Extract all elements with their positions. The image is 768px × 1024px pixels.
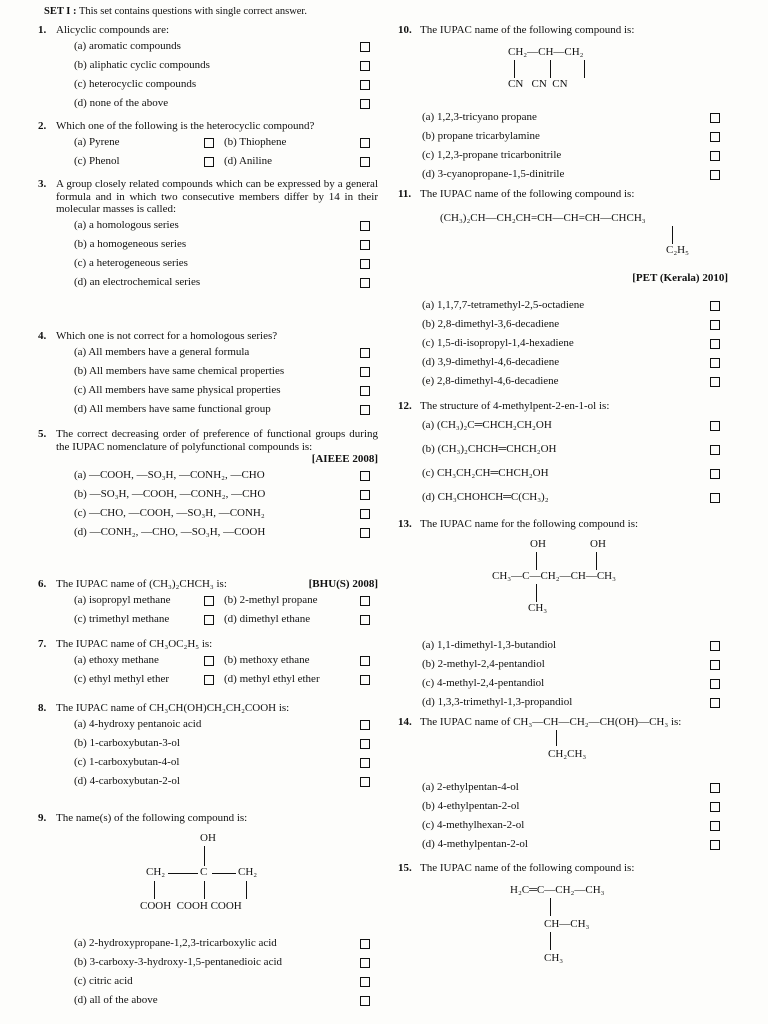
question-6 <box>38 578 378 629</box>
question-text: Alicyclic compounds are: <box>56 24 170 36</box>
question-number: 2. <box>38 120 47 132</box>
structure-label: CH₂ <box>146 866 166 878</box>
option-c: (c) 1-carboxybutan-4-ol <box>38 753 378 772</box>
answer-checkbox[interactable] <box>710 660 720 670</box>
structure-label: CH₂—CH—CH₂ <box>508 46 584 58</box>
question-number: 6. <box>38 578 47 590</box>
answer-checkbox[interactable] <box>360 490 370 500</box>
option-d: (d) Aniline <box>224 154 272 167</box>
option-a: (a) 1,1-dimethyl-1,3-butandiol <box>398 636 728 655</box>
answer-checkbox[interactable] <box>204 615 214 625</box>
answer-checkbox[interactable] <box>360 99 370 109</box>
option-b: (b) a homogeneous series <box>38 235 378 254</box>
answer-checkbox[interactable] <box>710 339 720 349</box>
answer-checkbox[interactable] <box>710 469 720 479</box>
answer-checkbox[interactable] <box>710 493 720 503</box>
question-9 <box>38 812 378 825</box>
question-text: The IUPAC name for the following compound is: <box>420 518 639 530</box>
question-number: 3. <box>38 178 47 190</box>
answer-checkbox[interactable] <box>710 802 720 812</box>
option-row-cd <box>38 610 378 629</box>
answer-checkbox[interactable] <box>360 61 370 71</box>
question-14-options <box>398 778 728 854</box>
option-c: (c) heterocyclic compounds <box>38 75 378 94</box>
answer-checkbox[interactable] <box>710 320 720 330</box>
question-number: 10. <box>398 24 412 36</box>
question-text: A group closely related compounds which can be expressed by a general formula and in which two consecutive members differ by 14 in their molecular masses is called: <box>56 178 378 216</box>
option-a: (a) a homologous series <box>38 216 378 235</box>
answer-checkbox[interactable] <box>360 259 370 269</box>
answer-checkbox[interactable] <box>360 958 370 968</box>
option-d: (d) all of the above <box>38 991 378 1010</box>
option-c: (c) trimethyl methane <box>74 612 170 625</box>
option-b: (b) —SO₃H, —COOH, —CONH₂, —CHO <box>38 485 378 504</box>
question-number: 13. <box>398 518 412 530</box>
structure-label: (CH₃)₂CH—CH₂CH=CH—CH=CH—CHCH₃ <box>440 212 646 224</box>
answer-checkbox[interactable] <box>710 113 720 123</box>
answer-checkbox[interactable] <box>360 675 370 685</box>
answer-checkbox[interactable] <box>710 132 720 142</box>
option-d: (d) 1,3,3-trimethyl-1,3-propandiol <box>398 693 728 712</box>
set-header <box>44 6 307 18</box>
question-text: The IUPAC name of CH₃—CH—CH₂—CH(OH)—CH₃ is: <box>420 716 682 728</box>
question-12 <box>398 400 728 509</box>
answer-checkbox[interactable] <box>360 278 370 288</box>
question-text: The IUPAC name of the following compound is: <box>420 188 635 200</box>
question-number: 7. <box>38 638 47 650</box>
structure-label: CH₃ <box>544 952 564 964</box>
question-8 <box>38 702 378 791</box>
structure-label: CH₂CH₃ <box>548 748 587 760</box>
answer-checkbox[interactable] <box>710 679 720 689</box>
option-d: (d) 3-cyanopropane-1,5-dinitrile <box>398 165 728 184</box>
answer-checkbox[interactable] <box>360 240 370 250</box>
question-text: The IUPAC name of CH₃OC₂H₅ is: <box>56 638 213 650</box>
structure-q13 <box>492 538 692 620</box>
option-row-cd <box>38 152 378 171</box>
structure-label: OH <box>590 538 606 550</box>
answer-checkbox[interactable] <box>360 596 370 606</box>
answer-checkbox[interactable] <box>360 739 370 749</box>
question-number: 5. <box>38 428 47 440</box>
question-13-options <box>398 636 728 712</box>
structure-label: OH <box>530 538 546 550</box>
set-description: This set contains questions with single correct answer. <box>78 6 307 17</box>
question-1 <box>38 24 378 113</box>
option-c: (c) citric acid <box>38 972 378 991</box>
option-e: (e) 2,8-dimethyl-4,6-decadiene <box>398 372 728 391</box>
option-a: (a) 1,1,7,7-tetramethyl-2,5-octadiene <box>398 296 728 315</box>
question-number: 12. <box>398 400 412 412</box>
option-c: (c) —CHO, —COOH, —SO₃H, —CONH₂ <box>38 504 378 523</box>
answer-checkbox[interactable] <box>204 656 214 666</box>
structure-label: CH₃—C—CH₂—CH—CH₃ <box>492 570 616 582</box>
option-d: (d) CH₃CHOHCH═C(CH₃)₂ <box>398 485 728 509</box>
question-5 <box>38 428 378 542</box>
answer-checkbox[interactable] <box>360 367 370 377</box>
answer-checkbox[interactable] <box>204 596 214 606</box>
answer-checkbox[interactable] <box>360 977 370 987</box>
answer-checkbox[interactable] <box>360 720 370 730</box>
question-text: The IUPAC name of the following compound is: <box>420 862 635 874</box>
answer-checkbox[interactable] <box>360 405 370 415</box>
option-d: (d) dimethyl ethane <box>224 612 311 625</box>
option-c: (c) 1,5-di-isopropyl-1,4-hexadiene <box>398 334 728 353</box>
structure-label: CN CN CN <box>508 78 568 90</box>
question-text: Which one of the following is the heterocyclic compound? <box>56 120 315 132</box>
option-c: (c) ethyl methyl ether <box>74 672 169 685</box>
structure-label: C₂H₅ <box>666 244 689 256</box>
option-b: (b) 2-methyl propane <box>224 593 318 606</box>
answer-checkbox[interactable] <box>710 783 720 793</box>
question-text: The correct decreasing order of preference of functional groups during the IUPAC nomenclature of polyfunctional compounds is: <box>56 428 378 453</box>
option-a: (a) 1,2,3-tricyano propane <box>398 108 728 127</box>
option-c: (c) a heterogeneous series <box>38 254 378 273</box>
option-a: (a) 4-hydroxy pentanoic acid <box>38 715 378 734</box>
option-c: (c) Phenol <box>74 154 120 167</box>
option-d: (d) 4-methylpentan-2-ol <box>398 835 728 854</box>
option-a: (a) All members have a general formula <box>38 343 378 362</box>
answer-checkbox[interactable] <box>360 509 370 519</box>
option-c: (c) 4-methyl-2,4-pentandiol <box>398 674 728 693</box>
question-number: 11. <box>398 188 412 200</box>
answer-checkbox[interactable] <box>204 675 214 685</box>
answer-checkbox[interactable] <box>360 348 370 358</box>
answer-checkbox[interactable] <box>710 821 720 831</box>
answer-checkbox[interactable] <box>360 221 370 231</box>
option-c: (c) CH₃CH₂CH═CHCH₂OH <box>398 461 728 485</box>
question-10 <box>398 24 728 37</box>
structure-label: CH₃ <box>528 602 548 614</box>
answer-checkbox[interactable] <box>360 656 370 666</box>
question-number: 1. <box>38 24 47 36</box>
option-b: (b) 4-ethylpentan-2-ol <box>398 797 728 816</box>
question-11 <box>398 188 728 201</box>
structure-label: CH—CH₃ <box>544 918 590 930</box>
question-number: 9. <box>38 812 47 824</box>
option-row-cd <box>38 670 378 689</box>
question-3 <box>38 178 378 292</box>
option-a: (a) isopropyl methane <box>74 593 171 606</box>
question-number: 4. <box>38 330 47 342</box>
question-number: 14. <box>398 716 412 728</box>
answer-checkbox[interactable] <box>710 445 720 455</box>
answer-checkbox[interactable] <box>710 170 720 180</box>
structure-label: OH <box>200 832 216 844</box>
structure-label: H₂C═C—CH₂—CH₃ <box>510 884 605 896</box>
answer-checkbox[interactable] <box>710 641 720 651</box>
question-13 <box>398 518 728 531</box>
question-11-source <box>398 272 728 285</box>
answer-checkbox[interactable] <box>360 471 370 481</box>
structure-q10 <box>508 46 628 94</box>
option-b: (b) 2-methyl-2,4-pentandiol <box>398 655 728 674</box>
question-text: The IUPAC name of the following compound is: <box>420 24 635 36</box>
answer-checkbox[interactable] <box>204 138 214 148</box>
structure-q11 <box>440 212 730 262</box>
option-d: (d) methyl ethyl ether <box>224 672 320 685</box>
option-c: (c) All members have same physical properties <box>38 381 378 400</box>
answer-checkbox[interactable] <box>360 777 370 787</box>
question-7 <box>38 638 378 689</box>
question-14 <box>398 716 728 729</box>
option-b: (b) Thiophene <box>224 135 287 148</box>
answer-checkbox[interactable] <box>360 386 370 396</box>
structure-q14 <box>548 730 628 766</box>
question-9-options <box>38 934 378 1010</box>
answer-checkbox[interactable] <box>710 358 720 368</box>
question-2 <box>38 120 378 171</box>
option-b: (b) propane tricarbylamine <box>398 127 728 146</box>
question-4 <box>38 330 378 419</box>
structure-label: CH₂ <box>238 866 258 878</box>
option-a: (a) 2-hydroxypropane-1,2,3-tricarboxylic acid <box>38 934 378 953</box>
structure-q9 <box>140 832 306 918</box>
answer-checkbox[interactable] <box>710 698 720 708</box>
option-a: (a) Pyrene <box>74 135 120 148</box>
option-a: (a) (CH₃)₂C═CHCH₂CH₂OH <box>398 413 728 437</box>
set-label: SET I : <box>44 6 77 17</box>
answer-checkbox[interactable] <box>360 528 370 538</box>
option-a: (a) aromatic compounds <box>38 37 378 56</box>
question-15 <box>398 862 728 875</box>
structure-q15 <box>510 884 670 974</box>
answer-checkbox[interactable] <box>360 80 370 90</box>
exam-source: [PET (Kerala) 2010] <box>632 272 728 284</box>
answer-checkbox[interactable] <box>360 615 370 625</box>
exam-source: [BHU(S) 2008] <box>308 578 378 590</box>
answer-checkbox[interactable] <box>360 157 370 167</box>
option-row-ab <box>38 133 378 152</box>
question-11-options <box>398 296 728 391</box>
option-a: (a) 2-ethylpentan-4-ol <box>398 778 728 797</box>
structure-label: COOH COOH COOH <box>140 900 242 912</box>
option-d: (d) an electrochemical series <box>38 273 378 292</box>
option-d: (d) none of the above <box>38 94 378 113</box>
option-b: (b) 1-carboxybutan-3-ol <box>38 734 378 753</box>
option-c: (c) 4-methylhexan-2-ol <box>398 816 728 835</box>
question-text: Which one is not correct for a homologous series? <box>56 330 278 342</box>
option-b: (b) 2,8-dimethyl-3,6-decadiene <box>398 315 728 334</box>
structure-label: C <box>200 866 208 878</box>
option-b: (b) aliphatic cyclic compounds <box>38 56 378 75</box>
question-text: The IUPAC name of (CH₃)₂CHCH₃ is: <box>56 578 227 590</box>
option-b: (b) All members have same chemical properties <box>38 362 378 381</box>
answer-checkbox[interactable] <box>710 840 720 850</box>
answer-checkbox[interactable] <box>360 939 370 949</box>
question-text: The structure of 4-methylpent-2-en-1-ol is: <box>420 400 610 412</box>
question-text: The name(s) of the following compound is: <box>56 812 248 824</box>
option-b: (b) 3-carboxy-3-hydroxy-1,5-pentanedioic acid <box>38 953 378 972</box>
answer-checkbox[interactable] <box>710 301 720 311</box>
question-text: The IUPAC name of CH₃CH(OH)CH₂CH₂COOH is: <box>56 702 290 714</box>
option-b: (b) methoxy ethane <box>224 653 310 666</box>
option-b: (b) (CH₃)₂CHCH═CHCH₂OH <box>398 437 728 461</box>
answer-checkbox[interactable] <box>710 377 720 387</box>
answer-checkbox[interactable] <box>710 151 720 161</box>
option-d: (d) —CONH₂, —CHO, —SO₃H, —COOH <box>38 523 378 542</box>
option-row-ab <box>38 651 378 670</box>
option-d: (d) 3,9-dimethyl-4,6-decadiene <box>398 353 728 372</box>
option-row-ab <box>38 591 378 610</box>
question-10-options <box>398 108 728 184</box>
answer-checkbox[interactable] <box>360 996 370 1006</box>
answer-checkbox[interactable] <box>360 42 370 52</box>
option-a: (a) —COOH, —SO₃H, —CONH₂, —CHO <box>38 466 378 485</box>
answer-checkbox[interactable] <box>204 157 214 167</box>
option-d: (d) All members have same functional group <box>38 400 378 419</box>
option-d: (d) 4-carboxybutan-2-ol <box>38 772 378 791</box>
answer-checkbox[interactable] <box>710 421 720 431</box>
option-c: (c) 1,2,3-propane tricarbonitrile <box>398 146 728 165</box>
answer-checkbox[interactable] <box>360 758 370 768</box>
option-a: (a) ethoxy methane <box>74 653 159 666</box>
question-number: 15. <box>398 862 412 874</box>
question-number: 8. <box>38 702 47 714</box>
exam-source: [AIEEE 2008] <box>311 453 378 466</box>
answer-checkbox[interactable] <box>360 138 370 148</box>
